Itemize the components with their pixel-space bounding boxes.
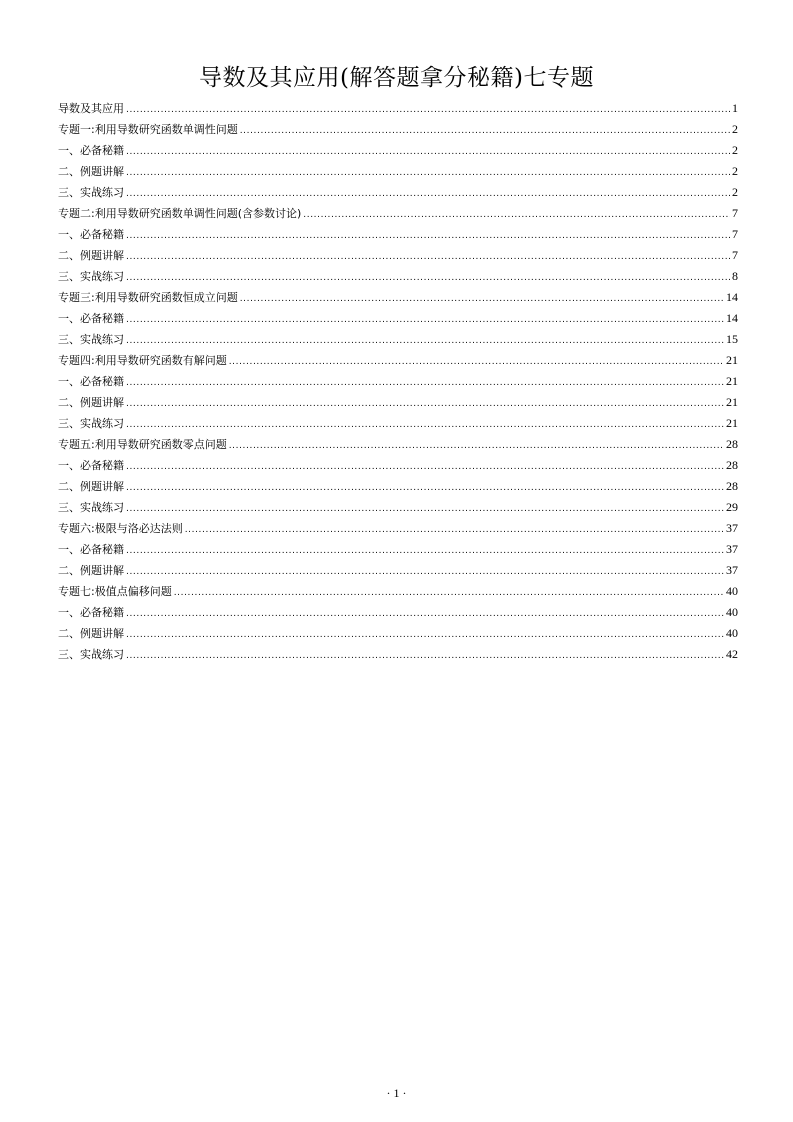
toc-entry[interactable] xyxy=(58,371,738,392)
toc-entry-page: 21 xyxy=(726,416,738,430)
toc-dot-leader xyxy=(126,163,730,184)
toc-entry[interactable] xyxy=(58,140,738,161)
toc-dot-leader xyxy=(126,373,724,394)
toc-entry[interactable] xyxy=(58,497,738,518)
toc-entry-page: 40 xyxy=(726,626,738,640)
toc-entry-page: 37 xyxy=(726,563,738,577)
toc-entry-label: 专题三:利用导数研究函数恒成立问题 xyxy=(58,291,238,304)
toc-entry-page: 37 xyxy=(726,542,738,556)
toc-entry[interactable] xyxy=(58,623,738,644)
toc-entry-page: 28 xyxy=(726,437,738,451)
toc-entry-label: 一、必备秘籍 xyxy=(58,459,124,472)
toc-dot-leader xyxy=(126,625,724,646)
toc-entry-label: 三、实战练习 xyxy=(58,417,124,430)
toc-entry-label: 二、例题讲解 xyxy=(58,480,124,493)
toc-entry[interactable] xyxy=(58,560,738,581)
toc-entry-label: 一、必备秘籍 xyxy=(58,543,124,556)
toc-entry-page: 21 xyxy=(726,353,738,367)
toc-entry[interactable] xyxy=(58,308,738,329)
toc-entry[interactable] xyxy=(58,413,738,434)
document-title: 导数及其应用(解答题拿分秘籍)七专题 xyxy=(199,65,594,91)
toc-entry-page: 42 xyxy=(726,647,738,661)
toc-dot-leader xyxy=(126,604,724,625)
toc-entry-page: 15 xyxy=(726,332,738,346)
toc-entry[interactable] xyxy=(58,329,738,350)
toc-dot-leader xyxy=(126,142,730,163)
toc-dot-leader xyxy=(126,499,724,520)
toc-entry-label: 三、实战练习 xyxy=(58,270,124,283)
toc-entry-label: 二、例题讲解 xyxy=(58,564,124,577)
toc-entry[interactable] xyxy=(58,434,738,455)
toc-entry-page: 21 xyxy=(726,395,738,409)
toc-entry-label: 专题五:利用导数研究函数零点问题 xyxy=(58,438,227,451)
toc-entry-page: 21 xyxy=(726,374,738,388)
toc-entry-label: 一、必备秘籍 xyxy=(58,144,124,157)
toc-entry-page: 2 xyxy=(732,143,738,157)
toc-entry-label: 专题六:极限与洛必达法则 xyxy=(58,522,183,535)
toc-entry[interactable] xyxy=(58,518,738,539)
toc-entry-page: 2 xyxy=(732,185,738,199)
toc-entry-page: 2 xyxy=(732,164,738,178)
toc-entry[interactable] xyxy=(58,245,738,266)
toc-entry[interactable] xyxy=(58,98,738,119)
toc-dot-leader xyxy=(126,478,724,499)
toc-entry-label: 三、实战练习 xyxy=(58,648,124,661)
toc-dot-leader xyxy=(185,520,724,541)
toc-entry[interactable] xyxy=(58,644,738,665)
toc-entry[interactable] xyxy=(58,392,738,413)
toc-entry[interactable] xyxy=(58,203,738,224)
page-number: · 1 · xyxy=(386,1086,407,1100)
toc-dot-leader xyxy=(126,100,730,121)
toc-entry-label: 三、实战练习 xyxy=(58,186,124,199)
toc-entry-label: 专题二:利用导数研究函数单调性问题(含参数讨论) xyxy=(58,207,302,220)
toc-entry[interactable] xyxy=(58,476,738,497)
toc-entry-label: 二、例题讲解 xyxy=(58,627,124,640)
toc-dot-leader xyxy=(126,457,724,478)
toc-entry[interactable] xyxy=(58,581,738,602)
toc-entry-page: 8 xyxy=(732,269,738,283)
toc-entry-label: 三、实战练习 xyxy=(58,501,124,514)
toc-entry[interactable] xyxy=(58,539,738,560)
toc-entry-page: 1 xyxy=(732,101,738,115)
toc-dot-leader xyxy=(229,352,724,373)
toc-entry-page: 40 xyxy=(726,584,738,598)
toc-dot-leader xyxy=(126,184,730,205)
toc-entry-label: 一、必备秘籍 xyxy=(58,228,124,241)
toc-entry-page: 7 xyxy=(732,206,738,220)
toc-entry-page: 7 xyxy=(732,227,738,241)
toc-entry-page: 14 xyxy=(726,311,738,325)
toc-entry[interactable] xyxy=(58,224,738,245)
toc-dot-leader xyxy=(303,205,730,226)
toc-dot-leader xyxy=(174,583,724,604)
toc-dot-leader xyxy=(126,562,724,583)
toc-entry-label: 一、必备秘籍 xyxy=(58,312,124,325)
toc-dot-leader xyxy=(126,331,724,352)
toc-dot-leader xyxy=(126,226,730,247)
toc-entry-page: 40 xyxy=(726,605,738,619)
toc-entry-label: 专题四:利用导数研究函数有解问题 xyxy=(58,354,227,367)
toc-entry-label: 一、必备秘籍 xyxy=(58,375,124,388)
toc-entry-page: 2 xyxy=(732,122,738,136)
toc-entry-page: 37 xyxy=(726,521,738,535)
table-of-contents xyxy=(58,98,738,665)
toc-entry[interactable] xyxy=(58,602,738,623)
toc-entry-label: 二、例题讲解 xyxy=(58,165,124,178)
toc-dot-leader xyxy=(126,268,730,289)
toc-entry[interactable] xyxy=(58,266,738,287)
toc-entry-page: 28 xyxy=(726,479,738,493)
toc-entry-label: 专题七:极值点偏移问题 xyxy=(58,585,172,598)
toc-entry-label: 二、例题讲解 xyxy=(58,249,124,262)
toc-dot-leader xyxy=(126,247,730,268)
toc-entry-label: 导数及其应用 xyxy=(58,102,124,115)
toc-entry-page: 28 xyxy=(726,458,738,472)
toc-entry-label: 三、实战练习 xyxy=(58,333,124,346)
toc-entry-label: 专题一:利用导数研究函数单调性问题 xyxy=(58,123,238,136)
toc-dot-leader xyxy=(126,394,724,415)
toc-entry[interactable] xyxy=(58,119,738,140)
toc-dot-leader xyxy=(229,436,724,457)
toc-entry[interactable] xyxy=(58,182,738,203)
toc-dot-leader xyxy=(126,646,724,667)
toc-entry-page: 29 xyxy=(726,500,738,514)
toc-entry[interactable] xyxy=(58,455,738,476)
toc-dot-leader xyxy=(240,121,730,142)
toc-entry-label: 二、例题讲解 xyxy=(58,396,124,409)
toc-entry-label: 一、必备秘籍 xyxy=(58,606,124,619)
toc-entry-page: 7 xyxy=(732,248,738,262)
toc-dot-leader xyxy=(126,310,724,331)
toc-dot-leader xyxy=(126,541,724,562)
toc-dot-leader xyxy=(126,415,724,436)
toc-entry[interactable] xyxy=(58,350,738,371)
toc-entry-page: 14 xyxy=(726,290,738,304)
toc-entry[interactable] xyxy=(58,161,738,182)
toc-dot-leader xyxy=(240,289,724,310)
toc-entry[interactable] xyxy=(58,287,738,308)
